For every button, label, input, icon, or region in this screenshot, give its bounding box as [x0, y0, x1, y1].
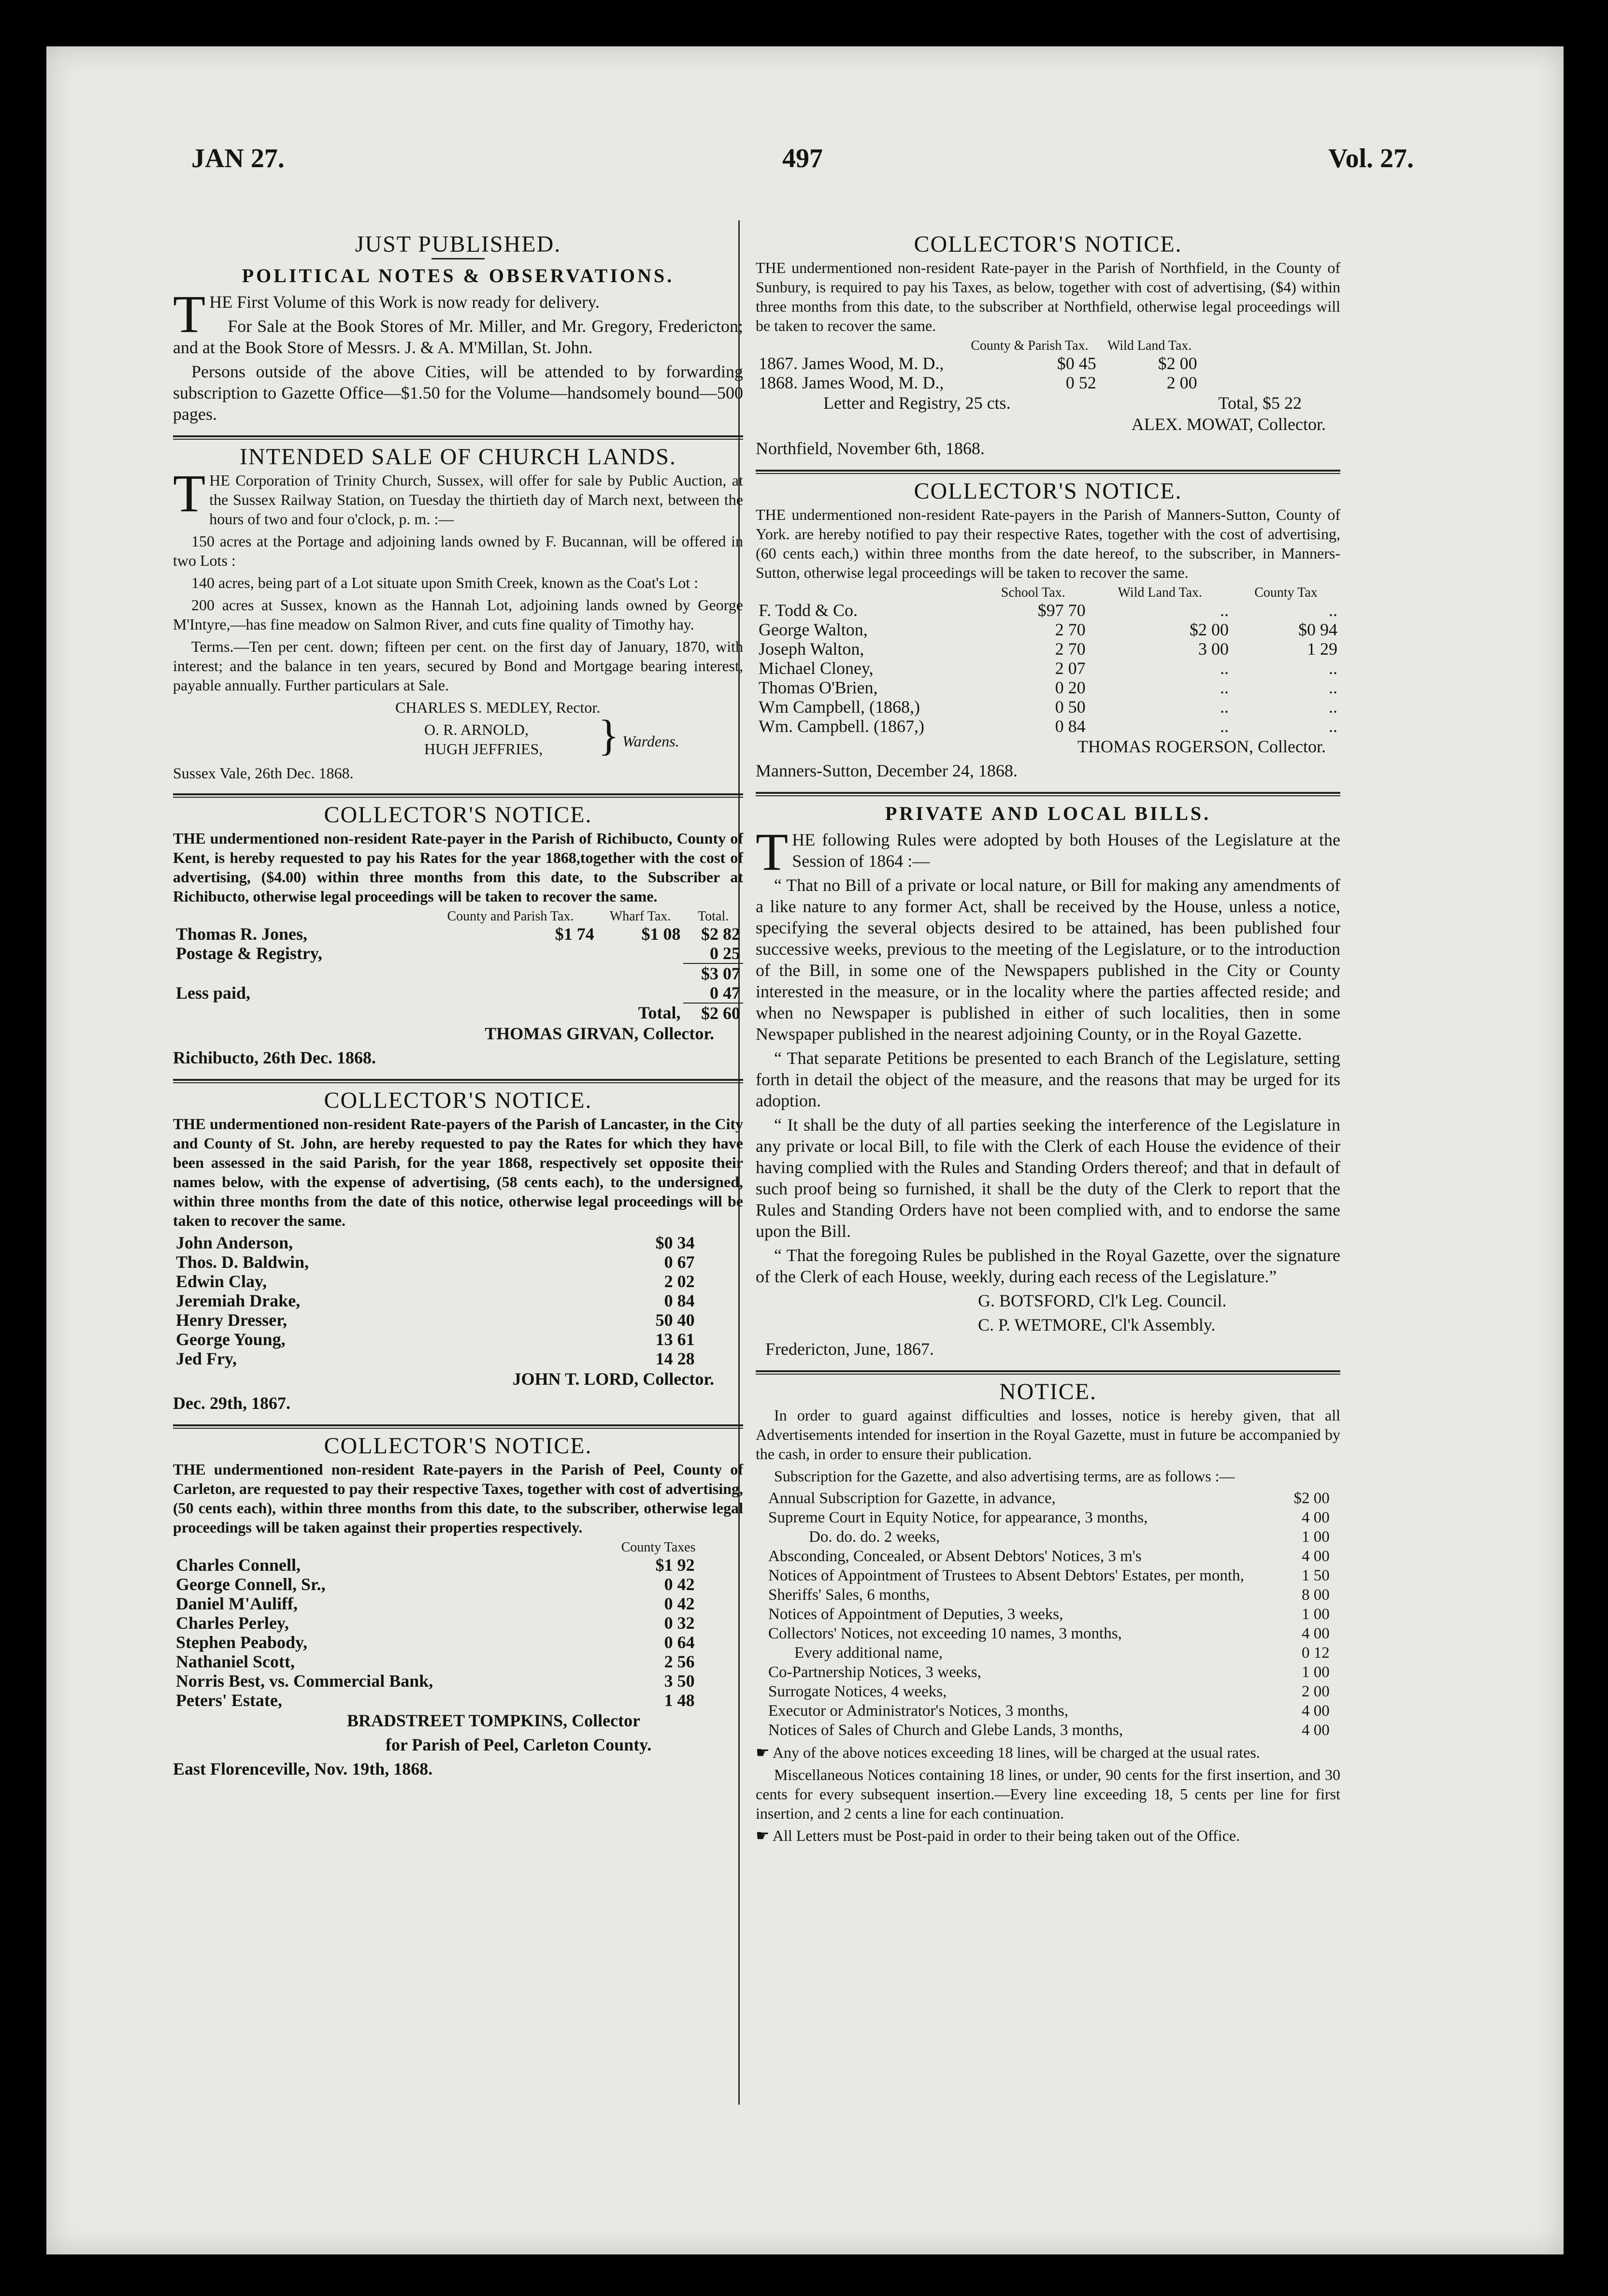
lancaster-signature: JOHN T. LORD, Collector. — [512, 1369, 714, 1389]
table-row: 1867. James Wood, M. D., $0 45 $2 00 — [759, 354, 1197, 373]
table-row: Wm. Campbell. (1867,) 0 84 .. .. — [759, 717, 1337, 736]
peel-signature: BRADSTREET TOMPKINS, Collector — [347, 1711, 641, 1730]
col-county-parish-tax: County & Parish Tax. — [971, 338, 1089, 353]
lancaster-place-date: Dec. 29th, 1867. — [173, 1393, 290, 1413]
table-row: Surrogate Notices, 4 weeks, 2 00 — [768, 1683, 1330, 1700]
bills-p4: “ It shall be the duty of all parties seeking the interference of the Legislature in any private or local Bill, to file with the Clerk of each House the evidence of their having complied with the Rules and Standing Orders thereof; and that in default of such proof being so furnished, it shall be the duty of the Clerk to report that the Rules and Standing Orders have not been complied with, and to endorse the same upon the Bill. — [756, 1115, 1340, 1241]
less-paid-value: 0 47 — [683, 983, 743, 1003]
church-rector-signature: CHARLES S. MEDLEY, Rector. — [395, 699, 601, 716]
peel-place-date: East Florenceville, Nov. 19th, 1868. — [173, 1759, 433, 1779]
lancaster-title: COLLECTOR'S NOTICE. — [324, 1088, 592, 1113]
table-row: Co-Partnership Notices, 3 weeks, 1 00 — [768, 1664, 1330, 1681]
table-row: Jed Fry, 14 28 — [176, 1349, 695, 1368]
divider — [431, 258, 485, 259]
table-row: Peters' Estate, 1 48 — [176, 1691, 695, 1710]
advertising-rates-table — [765, 1489, 1333, 1740]
wetmore-signature: C. P. WETMORE, Cl'k Assembly. — [978, 1315, 1216, 1335]
section-divider — [756, 792, 1340, 796]
peel-signature-line2: for Parish of Peel, Carleton County. — [386, 1735, 652, 1754]
col-total: Total. — [698, 909, 729, 924]
pointing-hand-icon: ☛ — [756, 1744, 770, 1761]
botsford-signature: G. BOTSFORD, Cl'k Leg. Council. — [978, 1291, 1227, 1310]
table-row: Stephen Peabody, 0 64 — [176, 1633, 695, 1652]
church-p2: 150 acres at the Portage and adjoining lands owned by F. Bucannan, will be offered in two Lots : — [173, 532, 743, 569]
pointing-hand-icon: ☛ — [756, 1827, 770, 1844]
section-divider — [173, 1424, 743, 1429]
table-row: Thomas O'Brien, 0 20 .. .. — [759, 678, 1337, 697]
richibucto-title: COLLECTOR'S NOTICE. — [324, 802, 592, 828]
table-row: Joseph Walton, 2 70 3 00 1 29 — [759, 639, 1337, 659]
page-header — [191, 143, 1414, 187]
bills-place-date: Fredericton, June, 1867. — [765, 1339, 934, 1359]
table-row: Every additional name, 0 12 — [794, 1644, 1330, 1662]
manners-body: THE undermentioned non-resident Rate-payers in the Parish of Manners-Sutton, County of York. are hereby notified to pay their respective Rates, together with the cost of advertising, (60 cents each,) within three months from the date hereof, to the subscriber, in Manners-Sutton, otherwise legal proceedings will be taken to recover the same. — [756, 506, 1340, 581]
col-wild-land-tax: Wild Land Tax. — [1107, 338, 1192, 353]
table-row: Charles Connell, $1 92 — [176, 1555, 695, 1575]
col-wharf-tax: Wharf Tax. — [609, 909, 671, 924]
table-row: Sheriffs' Sales, 6 months, 8 00 — [768, 1586, 1330, 1604]
letter-registry: Letter and Registry, 25 cts. — [823, 393, 1011, 413]
table-row — [173, 1003, 743, 1023]
table-row: Annual Subscription for Gazette, in advance, $2 00 — [768, 1490, 1330, 1507]
col-county-taxes: County Taxes — [621, 1540, 696, 1555]
col-school-tax: School Tax. — [1001, 585, 1065, 600]
northfield-notice — [756, 231, 1340, 459]
table-row: Notices of Sales of Church and Glebe Lands, 3 months, 4 00 — [768, 1722, 1330, 1739]
col-county-parish-tax: County and Parish Tax. — [447, 909, 574, 924]
church-lands-title: INTENDED SALE OF CHURCH LANDS. — [239, 444, 676, 470]
table-row — [173, 963, 743, 983]
section-divider — [756, 470, 1340, 474]
total-label: Total, — [638, 1003, 681, 1022]
table-row: George Connell, Sr., 0 42 — [176, 1575, 695, 1594]
notice-p4: Miscellaneous Notices containing 18 lines, or under, 90 cents for the first insertion, and 30 cents for every subsequent insertion.—Every line exceeding 18, 5 cents per line for first insertion, and 2 cents a line for each continuation. — [756, 1766, 1340, 1822]
notice-p2: Subscription for the Gazette, and also advertising terms, are as follows :— — [774, 1467, 1235, 1485]
table-row: Michael Cloney, 2 07 .. .. — [759, 659, 1337, 678]
warden-arnold: O. R. ARNOLD, — [424, 721, 529, 738]
northfield-body: THE undermentioned non-resident Rate-payer in the Parish of Northfield, in the County of Sunbury, is required to pay his Taxes, as below, together with cost of advertising, ($4) within three months from this date, to the subscriber at Northfield, otherwise legal proceedings will be taken to recover the same. — [756, 259, 1340, 334]
peel-table — [173, 1540, 698, 1710]
section-divider — [173, 435, 743, 440]
church-lands-section — [173, 446, 743, 783]
just-published-p2: For Sale at the Book Stores of Mr. Miller, and Mr. Gregory, Fredericton; and at the Book Store of Messrs. J. & A. M'Millan, St. John. — [173, 316, 743, 357]
table-row: Jeremiah Drake, 0 84 — [176, 1291, 695, 1310]
brace-glyph: } — [598, 712, 619, 760]
richibucto-body: THE undermentioned non-resident Rate-payer in the Parish of Richibucto, County of Kent, is hereby requested to pay his Rates for the year 1868,together with the cost of advertising, ($4.00) within three months from this date, to the Subscriber at Richibucto, otherwise legal proceedings will be taken to recover the same. — [173, 830, 743, 905]
table-row: Notices of Appointment of Trustees to Absent Debtors' Estates, per month, 1 50 — [768, 1567, 1330, 1584]
church-p4: 200 acres at Sussex, known as the Hannah Lot, adjoining lands owned by George M'Intyre,—has fine meadow on Salmon River, and cuts fine quality of Timothy hay. — [173, 596, 743, 633]
col-wild-land-tax: Wild Land Tax. — [1118, 585, 1203, 600]
northfield-total: Total, $5 22 — [1218, 393, 1302, 413]
manners-title: COLLECTOR'S NOTICE. — [914, 478, 1182, 504]
table-row: 1868. James Wood, M. D., 0 52 2 00 — [759, 373, 1197, 392]
table-row: Edwin Clay, 2 02 — [176, 1272, 695, 1291]
page-number: 497 — [782, 144, 823, 173]
right-column — [756, 230, 1340, 1856]
left-column — [173, 230, 743, 1790]
private-local-bills-section — [756, 803, 1340, 1360]
northfield-table — [756, 338, 1200, 392]
section-divider — [173, 1079, 743, 1083]
table-row: Charles Perley, 0 32 — [176, 1613, 695, 1633]
col-county-tax: County Tax — [1254, 585, 1318, 600]
table-row: Postage & Registry, 0 25 — [173, 944, 743, 963]
notice-title: NOTICE. — [999, 1379, 1097, 1405]
bills-p2: “ That no Bill of a private or local nature, or Bill for making any amendments of a like nature to any former Act, shall be received by the House, unless a notice, specifying the several objects desired to be attained, has been published four successive weeks, previous to the meeting of the Legislature, or to the introduction of the Bill, in some one of the Newspapers published in the City or County interested in the measure, or in the locality where the parties affected reside; and when no Newspaper is published in either of such localities, then in some Newspaper published in the nearest adjoining County, or in the Royal Gazette. — [756, 875, 1340, 1044]
section-divider — [173, 793, 743, 798]
table-row: Collectors' Notices, not exceeding 10 names, 3 months, 4 00 — [768, 1625, 1330, 1642]
just-published-p3: Persons outside of the above Cities, will be attended to by forwarding subscription to Gazette Office—$1.50 for the Volume—handsomely bound—500 pages. — [173, 362, 743, 424]
northfield-title: COLLECTOR'S NOTICE. — [914, 231, 1182, 257]
table-row: Daniel M'Auliff, 0 42 — [176, 1594, 695, 1613]
table-row: Nathaniel Scott, 2 56 — [176, 1652, 695, 1671]
gazette-page — [46, 46, 1564, 2254]
wardens-signature — [424, 712, 743, 763]
peel-title: COLLECTOR'S NOTICE. — [324, 1433, 592, 1459]
less-paid-label: Less paid, — [176, 983, 251, 1003]
peel-notice — [173, 1435, 743, 1779]
warden-jeffries: HUGH JEFFRIES, — [424, 740, 543, 758]
table-row: Do. do. do. 2 weeks, 1 00 — [809, 1528, 1330, 1546]
bills-p3: “ That separate Petitions be presented to each Branch of the Legislature, setting forth in detail the object of the measure, and the reasons that may be urged for its adoption. — [756, 1048, 1340, 1110]
table-row: Thos. D. Baldwin, 0 67 — [176, 1252, 695, 1272]
lancaster-table — [173, 1233, 698, 1368]
richibucto-signature: THOMAS GIRVAN, Collector. — [485, 1024, 714, 1043]
private-bills-title: PRIVATE AND LOCAL BILLS. — [885, 803, 1211, 824]
table-row: Supreme Court in Equity Notice, for appearance, 3 months, 4 00 — [768, 1509, 1330, 1526]
section-divider — [756, 1370, 1340, 1375]
table-row: F. Todd & Co. $97 70 .. .. — [759, 601, 1337, 620]
table-row: Wm Campbell, (1868,) 0 50 .. .. — [759, 697, 1337, 717]
notice-p1: In order to guard against difficulties and losses, notice is hereby given, that all Advertisements intended for insertion in the Royal Gazette, must in future be accompanied by the cash, in order to ensure their publication. — [756, 1406, 1340, 1463]
northfield-signature: ALEX. MOWAT, Collector. — [1131, 415, 1326, 434]
table-row: Thomas R. Jones, $1 74 $1 08 $2 82 — [176, 924, 740, 944]
table-row: Notices of Appointment of Deputies, 3 weeks, 1 00 — [768, 1606, 1330, 1623]
richibucto-notice — [173, 804, 743, 1068]
just-published-section — [173, 231, 743, 425]
lancaster-notice — [173, 1090, 743, 1414]
peel-body: THE undermentioned non-resident Rate-payers in the Parish of Peel, County of Carleton, are requested to pay their respective Taxes, together with cost of advertising, (50 cents each), within three months from this date, to the subscriber, otherwise legal proceedings will be taken against their properties respectively. — [173, 1461, 743, 1536]
issue-date: JAN 27. — [191, 144, 285, 173]
bills-p1: THE following Rules were adopted by both Houses of the Legislature at the Session of 1864 :— — [756, 822, 1340, 881]
lancaster-body: THE undermentioned non-resident Rate-payers of the Parish of Lancaster, in the City and County of St. John, are hereby requested to pay the Rates for which they have been assessed in the said Parish, for the year 1868, respectively set opposite their names below, with the expense of advertising, (58 cents each), to the undersigned, within three months from the date of this notice, otherwise legal proceedings will be taken to recover the same. — [173, 1115, 743, 1229]
volume-number: Vol. 27. — [1328, 144, 1414, 173]
gazette-notice — [756, 1381, 1340, 1845]
manners-sutton-notice — [756, 478, 1340, 781]
just-published-p1: THE First Volume of this Work is now ready for delivery. — [173, 285, 600, 344]
bills-p5: “ That the foregoing Rules be published in the Royal Gazette, over the signature of the Clerk of each House, weekly, during each recess of the Legislature.” — [756, 1246, 1340, 1286]
manners-signature: THOMAS ROGERSON, Collector. — [1077, 737, 1326, 756]
church-terms: Terms.—Ten per cent. down; fifteen per cent. on the first day of January, 1870, with interest; and the balance in ten years, secured by Bond and Mortgage bearing interest, payable annually. Further particulars at Sale. — [173, 638, 743, 694]
table-row: George Young, 13 61 — [176, 1330, 695, 1349]
wardens-label: Wardens. — [622, 732, 679, 750]
notice-p5: ☛ All Letters must be Post-paid in order to their being taken out of the Office. — [756, 1827, 1240, 1844]
subtotal: $3 07 — [701, 964, 740, 983]
church-place-date: Sussex Vale, 26th Dec. 1868. — [173, 764, 354, 782]
table-row — [173, 983, 743, 1003]
church-p3: 140 acres, being part of a Lot situate upon Smith Creek, known as the Coat's Lot : — [191, 574, 699, 591]
northfield-totals — [756, 392, 1340, 414]
political-notes-heading: POLITICAL NOTES & OBSERVATIONS. — [242, 265, 675, 287]
richibucto-place-date: Richibucto, 26th Dec. 1868. — [173, 1048, 376, 1067]
manners-place-date: Manners-Sutton, December 24, 1868. — [756, 761, 1018, 780]
table-row: George Walton, 2 70 $2 00 $0 94 — [759, 620, 1337, 639]
table-row: Absconding, Concealed, or Absent Debtors' Notices, 3 m's 4 00 — [768, 1548, 1330, 1565]
total-value: $2 60 — [701, 1004, 740, 1023]
table-row: Henry Dresser, 50 40 — [176, 1310, 695, 1330]
table-row: John Anderson, $0 34 — [176, 1233, 695, 1252]
manners-table — [756, 585, 1340, 736]
northfield-place-date: Northfield, November 6th, 1868. — [756, 439, 985, 458]
richibucto-table — [173, 909, 743, 1023]
just-published-title: JUST PUBLISHED. — [355, 231, 561, 257]
notice-p3: ☛ Any of the above notices exceeding 18 lines, will be charged at the usual rates. — [756, 1744, 1260, 1761]
table-row: Norris Best, vs. Commercial Bank, 3 50 — [176, 1671, 695, 1691]
table-row: Executor or Administrator's Notices, 3 months, 4 00 — [768, 1702, 1330, 1720]
church-p1: THE Corporation of Trinity Church, Sussex, will offer for sale by Public Auction, at the Sussex Railway Station, on Tuesday the thirtieth day of March next, between the hours of two and four o'clock, p. m. :— — [173, 464, 743, 528]
